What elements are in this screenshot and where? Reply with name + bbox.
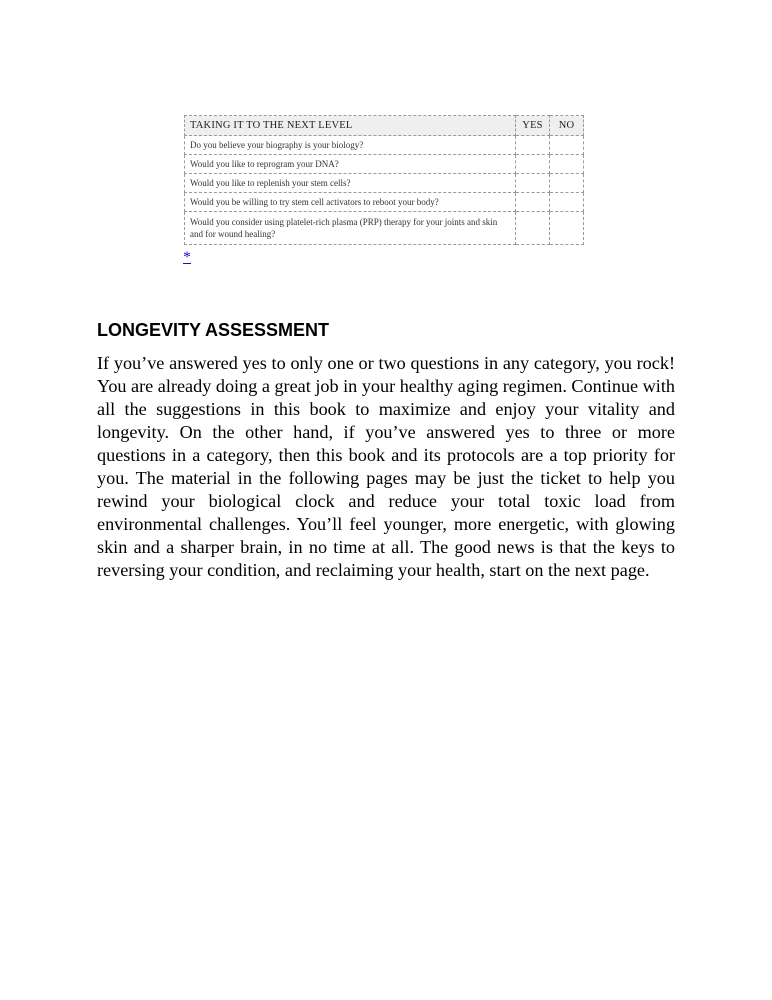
table-row xyxy=(185,193,584,212)
footnote-link[interactable]: * xyxy=(183,249,191,266)
table-row xyxy=(185,174,584,193)
question-text: Would you like to replenish your stem cells? xyxy=(185,174,516,193)
question-text: Do you believe your biography is your biology? xyxy=(185,136,516,155)
no-answer-cell[interactable] xyxy=(550,174,584,193)
body-paragraph: If you’ve answered yes to only one or two questions in any category, you rock! You are already doing a great job in your healthy aging regimen. Continue with all the suggestions in this book to maximize and enjoy your vitality and longevity. On the other hand, if you’ve answered yes to three or more questions in a category, then this book and its protocols are a top priority for you. The material in the following pages may be just the ticket to help you rewind your biological clock and reduce your total toxic load from environmental challenges. You’ll feel younger, more energetic, with glowing skin and a sharper brain, in no time at all. The good news is that the keys to reversing your condition, and reclaiming your health, start on the next page. xyxy=(97,353,675,580)
yes-answer-cell[interactable] xyxy=(516,174,550,193)
question-text: Would you like to reprogram your DNA? xyxy=(185,155,516,174)
table-row xyxy=(185,212,584,245)
section-heading: LONGEVITY ASSESSMENT xyxy=(97,320,330,340)
questionnaire-table xyxy=(184,115,584,245)
table-title-cell: TAKING IT TO THE NEXT LEVEL xyxy=(185,116,516,136)
no-answer-cell[interactable] xyxy=(550,155,584,174)
no-answer-cell[interactable] xyxy=(550,193,584,212)
yes-column-header: YES xyxy=(516,116,550,136)
no-answer-cell[interactable] xyxy=(550,136,584,155)
table-header-row xyxy=(185,116,584,136)
yes-answer-cell[interactable] xyxy=(516,136,550,155)
question-text: Would you consider using platelet-rich plasma (PRP) therapy for your joints and skin and for wound healing? xyxy=(185,212,516,245)
yes-answer-cell[interactable] xyxy=(516,193,550,212)
no-column-header: NO xyxy=(550,116,584,136)
table-row xyxy=(185,155,584,174)
yes-answer-cell[interactable] xyxy=(516,212,550,245)
yes-answer-cell[interactable] xyxy=(516,155,550,174)
no-answer-cell[interactable] xyxy=(550,212,584,245)
question-text: Would you be willing to try stem cell activators to reboot your body? xyxy=(185,193,516,212)
table-row xyxy=(185,136,584,155)
